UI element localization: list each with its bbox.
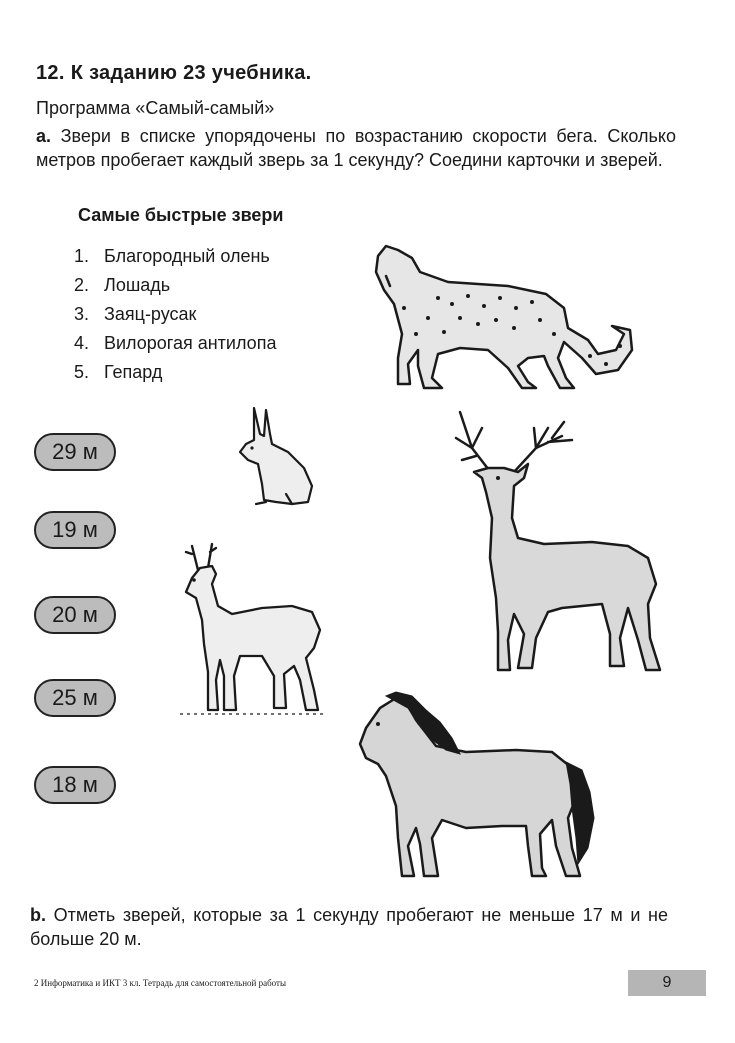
part-b-label: b. [30, 905, 46, 925]
list-item-name: Гепард [104, 362, 163, 382]
footer-note: 2 Информатика и ИКТ 3 кл. Тетрадь для самостоятельной работы [34, 978, 287, 988]
speed-card-20[interactable]: 20 м [34, 596, 116, 634]
list-item [74, 304, 276, 333]
part-a-label: а. [36, 126, 52, 146]
hare-icon[interactable] [236, 404, 316, 508]
program-name: Программа «Самый-самый» [36, 98, 275, 118]
antelope-icon[interactable] [178, 540, 328, 716]
animal-list [74, 246, 276, 391]
list-item [74, 362, 276, 391]
list-item-name: Лошадь [104, 275, 171, 295]
part-a-paragraph [36, 124, 676, 172]
cheetah-icon[interactable] [368, 238, 638, 398]
speed-card-19[interactable]: 19 м [34, 511, 116, 549]
list-item-number: 4. [74, 333, 90, 353]
deer-icon[interactable] [452, 408, 667, 680]
speed-card-29[interactable]: 29 м [34, 433, 116, 471]
list-item-number: 2. [74, 275, 90, 295]
list-item-name: Благородный олень [104, 246, 270, 266]
task-number: 12. [36, 62, 65, 84]
list-item [74, 275, 276, 304]
part-b-paragraph [30, 903, 668, 951]
list-title: Самые быстрые звери [78, 205, 284, 225]
list-item-number: 1. [74, 246, 90, 266]
list-item-name: Вилорогая антилопа [104, 333, 277, 353]
page-number: 9 [628, 970, 706, 996]
speed-card-18[interactable]: 18 м [34, 766, 116, 804]
task-title: К заданию 23 учебника. [70, 62, 312, 84]
part-b-text: Отметь зверей, которые за 1 секунду пробегают не меньше 17 м и не больше 20 м. [30, 905, 668, 949]
horse-icon[interactable] [356, 688, 608, 884]
list-item-number: 3. [74, 304, 90, 324]
list-item [74, 333, 276, 362]
speed-card-25[interactable]: 25 м [34, 679, 116, 717]
list-item [74, 246, 276, 275]
task-heading [36, 62, 312, 85]
list-item-number: 5. [74, 362, 90, 382]
part-a-text: Звери в списке упорядочены по возрастанию скорости бега. Сколько метров пробегает каждый зверь за 1 секунду? Соедини карточки и зверей. [36, 126, 676, 170]
list-item-name: Заяц-русак [104, 304, 197, 324]
